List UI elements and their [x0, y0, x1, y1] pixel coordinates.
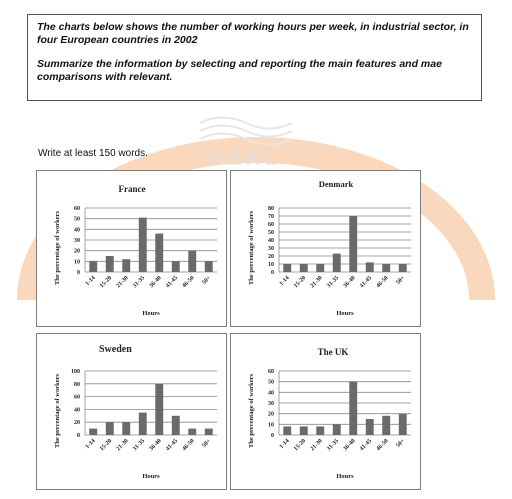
y-tick-label: 30	[268, 246, 274, 252]
y-axis-label: The percentage of workers	[54, 373, 61, 449]
chart-panel-france	[36, 170, 227, 327]
bar-41-45	[366, 419, 374, 435]
x-tick-label: 31-35	[326, 438, 341, 453]
x-tick-label: 36-40	[148, 275, 163, 290]
chart-sweden	[37, 334, 226, 489]
x-tick-label: 1-14	[84, 438, 97, 451]
x-tick-label: 15-20	[293, 438, 308, 453]
watermark-text: REAL	[209, 148, 283, 168]
chart-panel-sweden	[36, 333, 227, 490]
task-description-box	[27, 14, 482, 101]
y-tick-label: 20	[268, 254, 274, 260]
y-tick-label: 30	[74, 238, 80, 244]
bar-21-30	[316, 264, 324, 272]
y-tick-label: 80	[74, 381, 80, 388]
chart-panel-denmark	[230, 170, 421, 327]
bar-50+	[205, 261, 213, 272]
x-tick-label: 50+	[395, 438, 407, 450]
bar-15-20	[300, 264, 308, 272]
x-tick-label: 36-40	[342, 275, 357, 290]
bar-46-50	[382, 264, 390, 272]
task-line-1: The charts below shows the number of working hours per week, in industrial sector, in	[37, 21, 469, 33]
bar-46-50	[382, 416, 390, 435]
x-tick-label: 41-45	[165, 438, 180, 453]
bar-1-14	[89, 429, 97, 435]
bar-1-14	[89, 261, 97, 272]
chart-uk	[231, 334, 420, 489]
x-tick-label: 21-30	[115, 275, 130, 290]
bar-21-30	[122, 259, 130, 272]
x-tick-label: 1-14	[84, 275, 97, 288]
x-tick-label: 21-30	[115, 438, 130, 453]
x-tick-label: 31-35	[326, 275, 341, 290]
y-tick-label: 30	[268, 401, 274, 407]
x-tick-label: 15-20	[99, 275, 114, 290]
x-tick-label: 21-30	[309, 438, 324, 453]
x-tick-label: 36-40	[148, 438, 163, 453]
y-tick-label: 40	[268, 390, 274, 397]
y-tick-label: 0	[271, 270, 274, 276]
y-tick-label: 60	[74, 394, 80, 401]
y-tick-label: 20	[268, 411, 274, 418]
chart-title-sweden: Sweden	[99, 344, 132, 355]
y-tick-label: 20	[74, 248, 80, 255]
task-line-3: Summarize the information by selecting and reporting the main features and mae	[37, 58, 442, 70]
y-axis-label: The percentage of workers	[54, 210, 61, 286]
bar-50+	[205, 429, 213, 435]
y-tick-label: 50	[74, 216, 80, 223]
x-tick-label: 31-35	[132, 438, 147, 453]
x-tick-label: 46-50	[375, 275, 390, 290]
bar-1-14	[283, 426, 291, 435]
x-tick-label: 1-14	[278, 275, 291, 288]
x-tick-label: 50+	[201, 275, 213, 287]
bar-36-40	[155, 234, 163, 272]
x-tick-label: 46-50	[375, 438, 390, 453]
x-tick-label: 31-35	[132, 275, 147, 290]
x-axis-label: Hours	[142, 310, 160, 317]
bar-46-50	[188, 251, 196, 272]
y-tick-label: 60	[74, 206, 80, 212]
bar-15-20	[300, 426, 308, 435]
y-tick-label: 40	[74, 407, 80, 414]
bar-46-50	[188, 429, 196, 435]
y-tick-label: 0	[77, 270, 80, 276]
x-tick-label: 1-14	[278, 438, 291, 451]
y-tick-label: 50	[268, 379, 274, 386]
bar-36-40	[349, 216, 357, 272]
y-tick-label: 0	[271, 433, 274, 439]
y-tick-label: 40	[268, 238, 274, 244]
x-tick-label: 46-50	[181, 438, 196, 453]
x-tick-label: 36-40	[342, 438, 357, 453]
bar-31-35	[139, 218, 147, 272]
y-tick-label: 10	[268, 422, 274, 429]
bar-1-14	[283, 264, 291, 272]
y-tick-label: 10	[74, 259, 80, 266]
y-axis-label: The percentage of workers	[248, 210, 255, 286]
x-tick-label: 41-45	[359, 275, 374, 290]
task-line-4: comparisons with relevant.	[37, 71, 173, 83]
chart-title-denmark: Denmark	[318, 179, 354, 189]
bar-41-45	[366, 262, 374, 272]
y-tick-label: 80	[268, 206, 274, 212]
y-tick-label: 40	[74, 227, 80, 234]
x-tick-label: 50+	[201, 438, 213, 450]
bar-50+	[399, 264, 407, 272]
chart-panel-uk	[230, 333, 421, 490]
bar-41-45	[172, 261, 180, 272]
y-tick-label: 60	[268, 222, 274, 228]
y-axis-label: The percentage of workers	[248, 373, 255, 449]
y-tick-label: 10	[268, 262, 274, 268]
x-axis-label: Hours	[336, 310, 354, 317]
bar-31-35	[139, 413, 147, 435]
y-tick-label: 100	[71, 369, 80, 375]
bar-15-20	[106, 422, 114, 435]
word-count-instruction: Write at least 150 words.	[38, 148, 148, 159]
x-tick-label: 50+	[395, 275, 407, 287]
bar-41-45	[172, 416, 180, 435]
bar-21-30	[122, 422, 130, 435]
bar-15-20	[106, 256, 114, 272]
chart-denmark	[231, 171, 420, 326]
x-tick-label: 41-45	[359, 438, 374, 453]
x-tick-label: 21-30	[309, 275, 324, 290]
chart-france	[37, 171, 226, 326]
chart-title-france: France	[118, 184, 146, 194]
bar-21-30	[316, 426, 324, 435]
bar-50+	[399, 414, 407, 435]
bar-31-35	[333, 424, 341, 435]
y-tick-label: 60	[268, 369, 274, 375]
bar-31-35	[333, 254, 341, 272]
x-tick-label: 46-50	[181, 275, 196, 290]
watermark-emblem-icon	[200, 118, 292, 145]
y-tick-label: 0	[77, 433, 80, 439]
x-tick-label: 41-45	[165, 275, 180, 290]
y-tick-label: 50	[268, 230, 274, 236]
x-axis-label: Hours	[142, 473, 160, 480]
x-axis-label: Hours	[336, 473, 354, 480]
bar-36-40	[155, 384, 163, 435]
x-tick-label: 15-20	[99, 438, 114, 453]
task-line-2: four European countries in 2002	[37, 34, 198, 46]
x-tick-label: 15-20	[293, 275, 308, 290]
bar-36-40	[349, 382, 357, 435]
y-tick-label: 20	[74, 420, 80, 427]
y-tick-label: 70	[268, 214, 274, 220]
chart-title-uk: The UK	[317, 347, 349, 357]
